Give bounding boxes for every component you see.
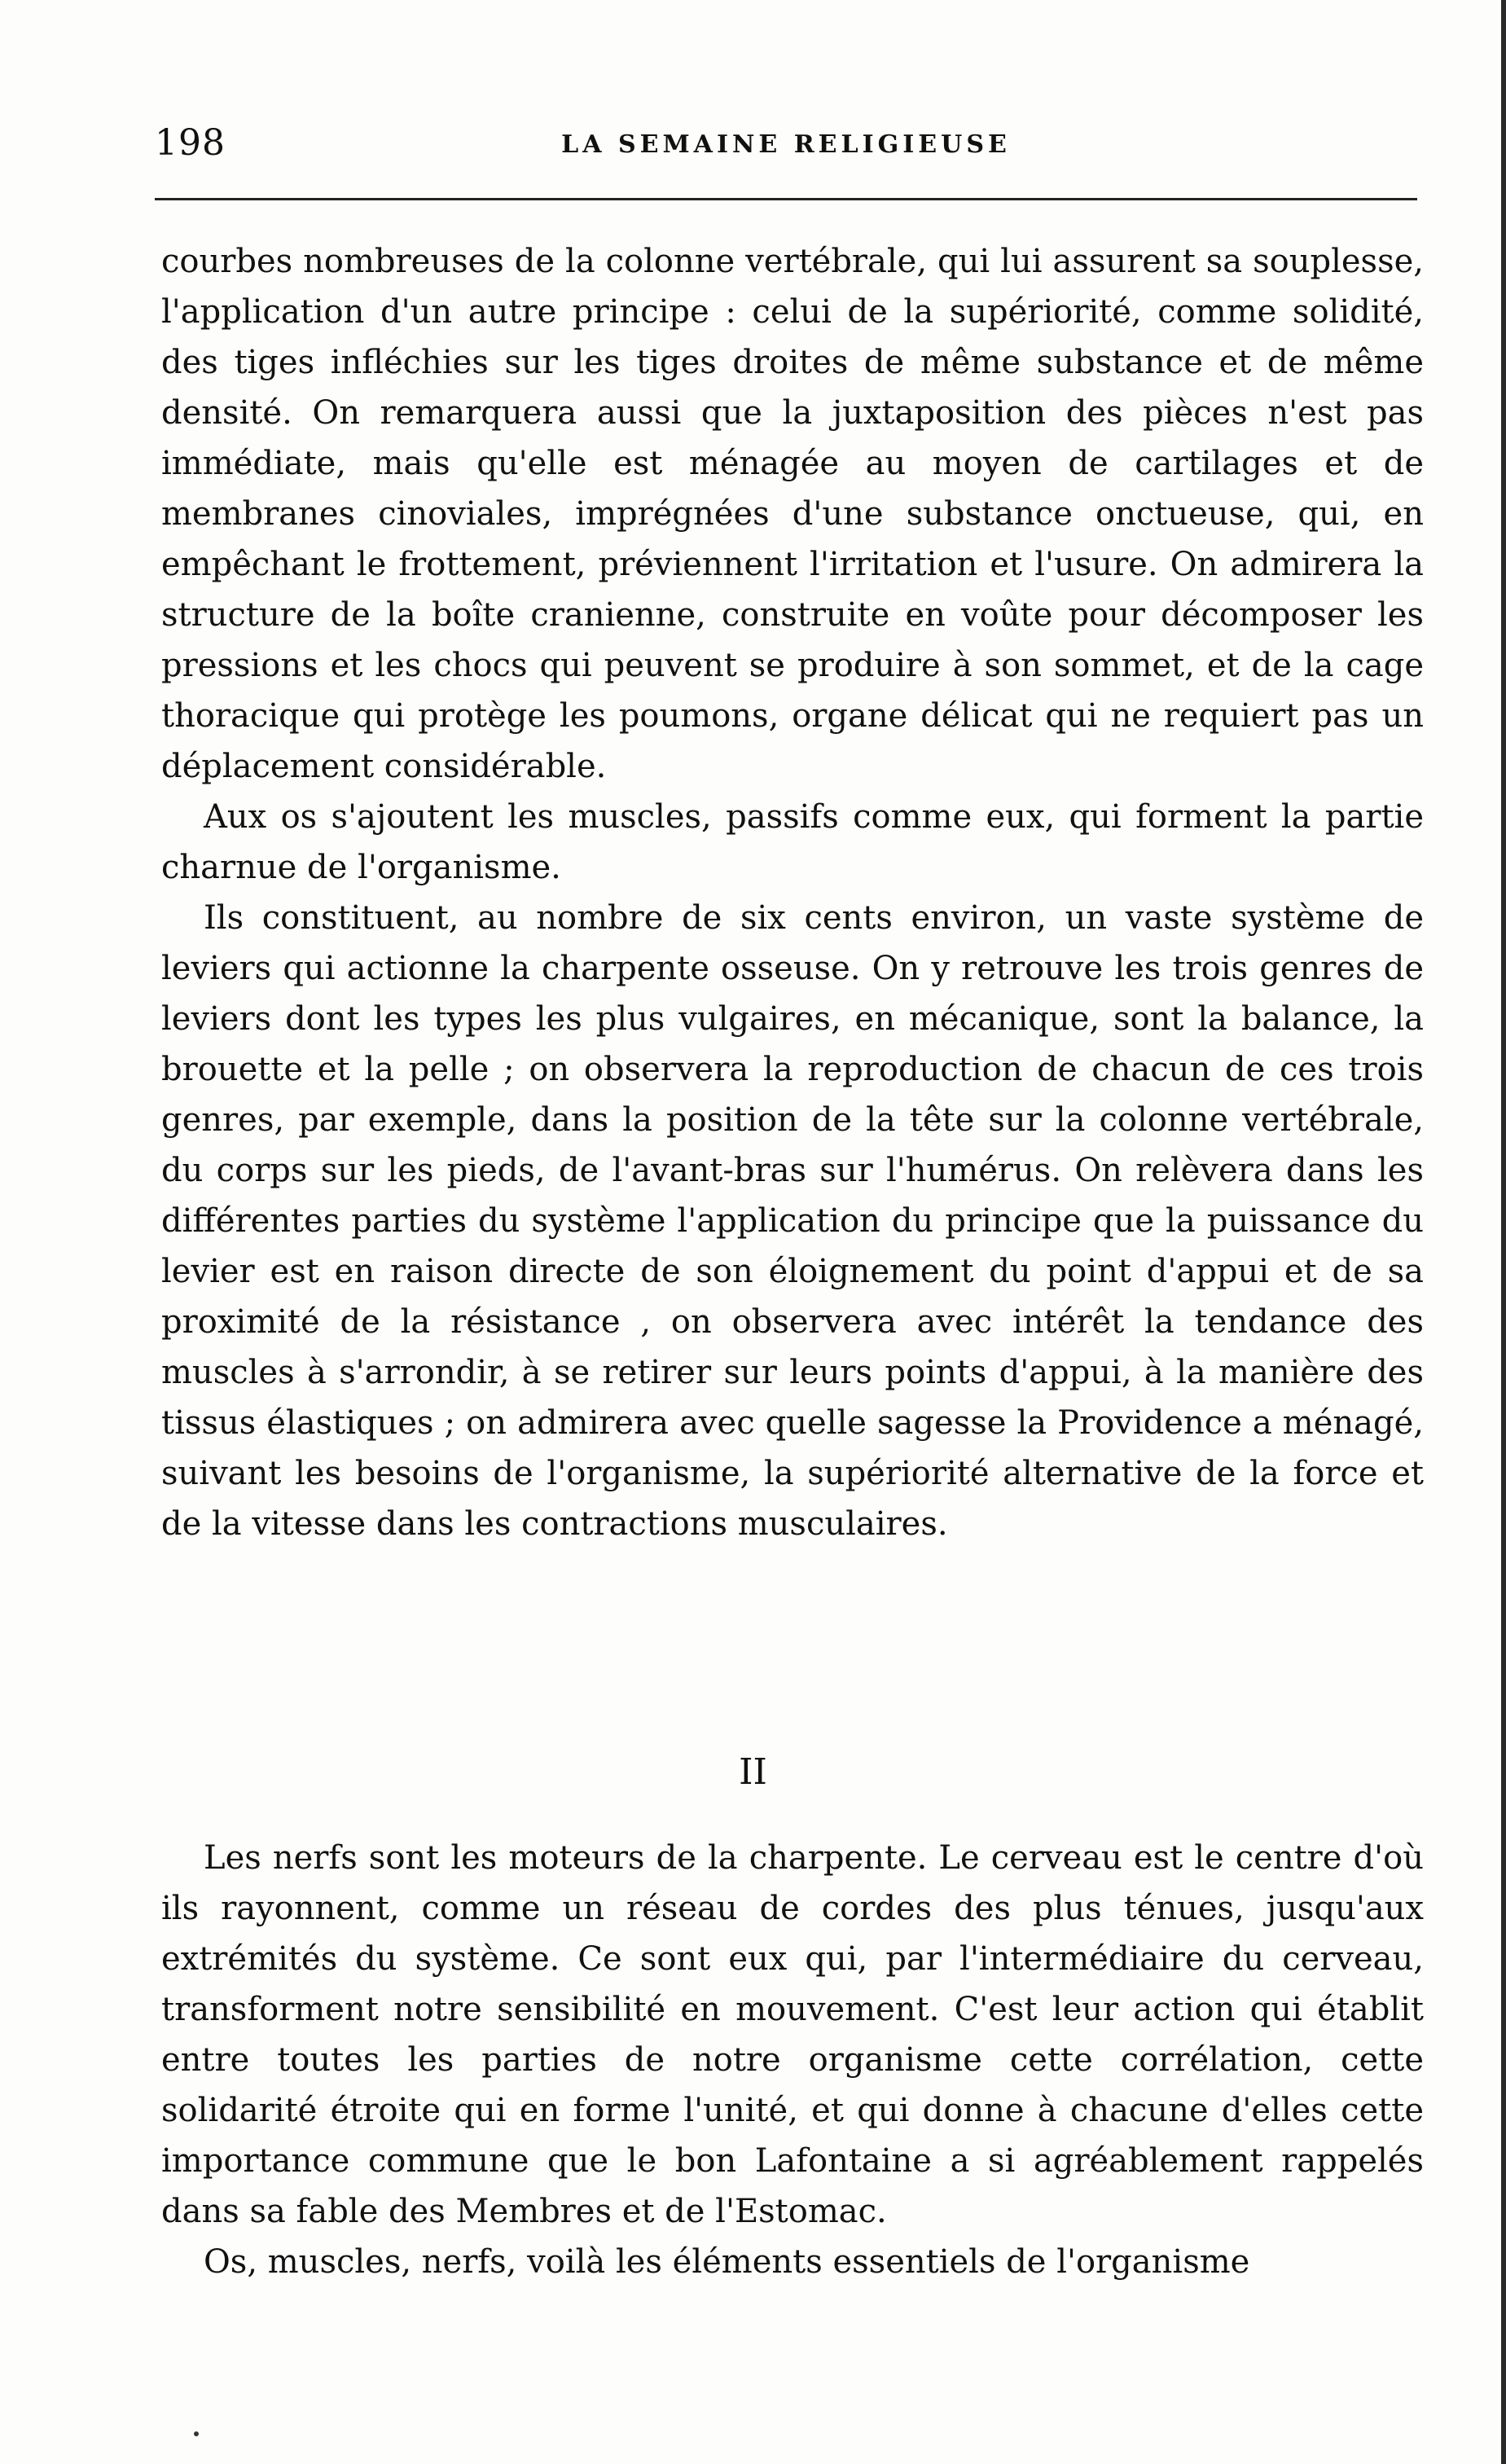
paragraph: Ils constituent, au nombre de six cents environ, un vaste système de leviers qui actionne la charpente osseuse. On y retrouve les trois genres de leviers dont les types les plus vulgaires, en mécanique, sont la balance, la brouette et la pelle ; on observera la reproduction de chacun de ces trois genres, par exemple, dans la position de la tête sur la colonne vertébrale, du corps sur les pieds, de l'avant-bras sur l'humérus. On relèvera dans les différentes parties du système l'application du principe que la puissance du levier est en raison directe de son éloignement du point d'appui et de sa proximité de la résistance , on observera avec intérêt la tendance des muscles à s'arrondir, à se retirer sur leurs points d'appui, à la manière des tissus élastiques ; on admirera avec quelle sagesse la Providence a ménagé, suivant les besoins de l'organisme, la supériorité alternative de la force et de la vitesse dans les contractions musculaires.	[161, 899, 1424, 1543]
paragraph: courbes nombreuses de la colonne vertébrale, qui lui assurent sa souplesse, l'application d'un autre principe : celui de la supériorité, comme solidité, des tiges infléchies sur les tiges droites de même substance et de même densité. On remarquera aussi que la juxtaposition des pièces n'est pas immédiate, mais qu'elle est ménagée au moyen de cartilages et de membranes cinoviales, imprégnées d'une substance onctueuse, qui, en empêchant le frottement, préviennent l'irritation et l'usure. On admirera la structure de la boîte cranienne, construite en voûte pour décomposer les pressions et les chocs qui peuvent se produire à son sommet, et de la cage thoracique qui protège les poumons, organe délicat qui ne requiert pas un déplacement considérable.	[161, 243, 1424, 785]
scan-speck	[194, 2431, 199, 2436]
page-header	[155, 122, 1417, 171]
section-text	[161, 1833, 1424, 2287]
paragraph: Les nerfs sont les moteurs de la charpente. Le cerveau est le centre d'où ils rayonnent, comme un réseau de cordes des plus ténues, jusqu'aux extrémités du système. Ce sont eux qui, par l'intermédiaire du cerveau, transforment notre sensibilité en mouvement. C'est leur action qui établit entre toutes les parties de notre organisme cette corrélation, cette solidarité étroite qui en forme l'unité, et qui donne à chacune d'elles cette importance commune que le bon Lafontaine a si agréablement rappelés dans sa fable des Membres et de l'Estomac.	[161, 1839, 1424, 2230]
main-text	[161, 236, 1424, 1549]
paragraph: Os, muscles, nerfs, voilà les éléments essentiels de l'organisme	[204, 2243, 1250, 2281]
page-number: 198	[155, 122, 226, 164]
paragraph: Aux os s'ajoutent les muscles, passifs comme eux, qui forment la partie charnue de l'organisme.	[161, 798, 1424, 886]
section-numeral: II	[739, 1751, 767, 1793]
scan-edge	[1501, 0, 1506, 2464]
header-rule	[155, 198, 1417, 200]
running-title: LA SEMAINE RELIGIEUSE	[561, 130, 1011, 159]
